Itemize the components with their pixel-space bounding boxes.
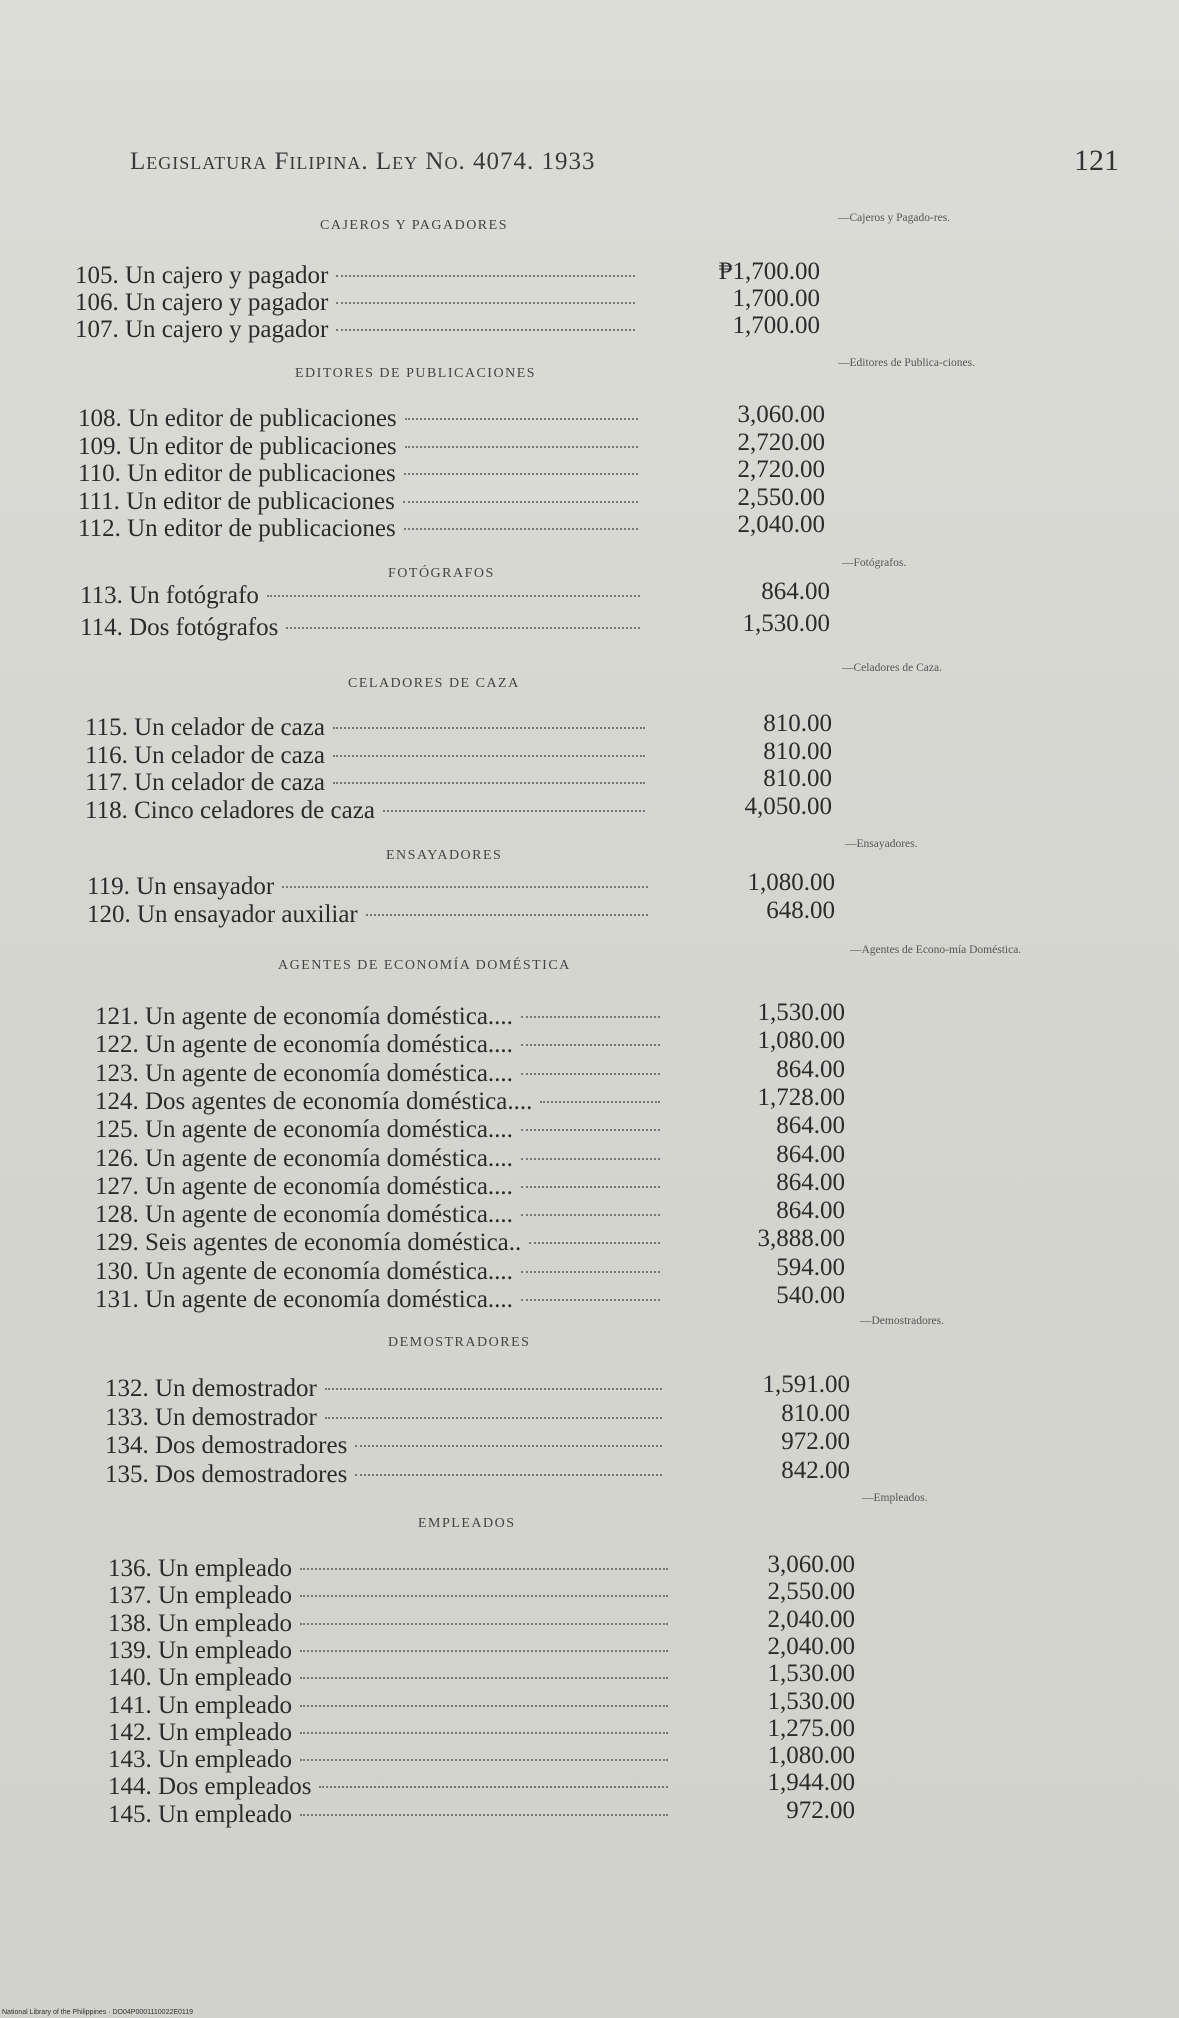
item-amount: 2,720.00 <box>737 456 825 483</box>
leader-dots <box>300 1568 668 1570</box>
margin-note: —Empleados. <box>862 1492 928 1504</box>
item-number: 108. <box>78 405 128 432</box>
item-number: 138. <box>108 1609 158 1637</box>
item-description: Un empleado <box>158 1800 292 1828</box>
item-number: 121. <box>95 1003 145 1030</box>
item-number: 115. <box>85 714 135 741</box>
item-amount: 540.00 <box>776 1282 845 1309</box>
leader-dots <box>300 1650 668 1652</box>
item-description: Un empleado <box>158 1664 292 1692</box>
line-item <box>105 1404 662 1432</box>
item-description: Un empleado <box>158 1746 292 1774</box>
line-item <box>95 1258 660 1286</box>
section-heading: ENSAYADORES <box>386 848 503 863</box>
line-item <box>105 1375 662 1403</box>
leader-dots <box>333 727 645 729</box>
item-description: Seis agentes de economía doméstica.. <box>145 1229 522 1257</box>
item-amount: 1,080.00 <box>767 1742 855 1770</box>
line-item <box>108 1610 668 1638</box>
item-description: Un empleado <box>158 1582 292 1610</box>
item-amount: 3,060.00 <box>767 1551 855 1578</box>
section-heading: FOTÓGRAFOS <box>388 566 495 581</box>
item-amount: 2,040.00 <box>737 511 825 538</box>
line-item <box>85 742 645 770</box>
item-amount: 864.00 <box>776 1140 845 1168</box>
line-item <box>75 262 635 290</box>
leader-dots <box>333 782 645 784</box>
item-number: 120. <box>87 901 137 928</box>
item-number: 114. <box>80 614 130 641</box>
item-amount: 1,530.00 <box>767 1660 855 1688</box>
item-description: Un editor de publicaciones <box>128 405 397 432</box>
leader-dots <box>336 329 635 331</box>
line-item <box>105 1432 662 1460</box>
leader-dots <box>325 1388 662 1390</box>
item-amount: 842.00 <box>781 1456 850 1484</box>
item-description: Un cajero y pagador <box>125 316 329 343</box>
item-number: 126. <box>95 1144 145 1172</box>
item-amount: 2,040.00 <box>767 1632 855 1660</box>
leader-dots <box>521 1016 660 1018</box>
item-amount: 810.00 <box>763 765 832 792</box>
line-item <box>78 405 638 433</box>
leader-dots <box>529 1242 660 1244</box>
leader-dots <box>319 1786 668 1788</box>
item-number: 106. <box>75 289 125 316</box>
margin-note: —Fotógrafos. <box>842 557 907 569</box>
line-item <box>95 1286 660 1314</box>
line-item <box>108 1555 668 1583</box>
line-item <box>108 1582 668 1610</box>
item-number: 105. <box>75 262 125 289</box>
item-description: Dos demostradores <box>155 1460 348 1488</box>
line-item <box>75 316 635 344</box>
leader-dots <box>521 1214 660 1216</box>
item-amount: 1,591.00 <box>762 1371 850 1398</box>
margin-note: —Ensayadores. <box>845 838 918 850</box>
leader-dots <box>383 810 645 812</box>
item-number: 123. <box>95 1059 145 1087</box>
item-number: 111. <box>78 487 127 515</box>
item-amount: 3,888.00 <box>757 1225 845 1253</box>
line-item <box>108 1773 668 1801</box>
section-heading: EDITORES DE PUBLICACIONES <box>295 366 537 381</box>
item-description: Un celador de caza <box>134 741 325 769</box>
leader-dots <box>405 446 638 448</box>
line-item <box>95 1003 660 1031</box>
item-number: 125. <box>95 1116 145 1144</box>
line-item <box>95 1145 660 1173</box>
item-number: 140. <box>108 1664 158 1692</box>
item-description: Un celador de caza <box>134 769 325 796</box>
item-amount: 594.00 <box>776 1253 845 1281</box>
running-title: Legislatura Filipina. Ley No. 4074. 1933 <box>130 148 596 175</box>
item-number: 135. <box>105 1460 155 1488</box>
leader-dots <box>355 1445 662 1447</box>
section-heading: EMPLEADOS <box>418 1516 516 1531</box>
line-item <box>95 1229 660 1257</box>
leader-dots <box>336 275 635 277</box>
item-amount: 3,060.00 <box>737 401 825 428</box>
item-number: 127. <box>95 1172 145 1200</box>
item-description: Un agente de economía doméstica.... <box>145 1201 513 1229</box>
item-number: 144. <box>108 1773 158 1801</box>
leader-dots <box>300 1759 668 1761</box>
leader-dots <box>333 755 645 757</box>
item-amount: 810.00 <box>763 737 832 765</box>
margin-note: —Celadores de Caza. <box>842 662 942 674</box>
margin-note: —Demostradores. <box>860 1315 944 1327</box>
item-amount: 1,530.00 <box>742 610 830 637</box>
item-number: 131. <box>95 1286 145 1313</box>
item-number: 119. <box>87 873 137 900</box>
leader-dots <box>404 528 638 530</box>
line-item <box>108 1719 668 1747</box>
item-description: Un editor de publicaciones <box>128 432 397 460</box>
item-amount: 1,080.00 <box>747 869 835 896</box>
item-amount: ₱1,700.00 <box>718 258 820 285</box>
leader-dots <box>336 302 635 304</box>
item-amount: 1,700.00 <box>732 312 820 339</box>
line-item <box>108 1801 668 1829</box>
item-number: 128. <box>95 1201 145 1229</box>
line-item <box>95 1088 660 1116</box>
item-amount: 864.00 <box>761 578 830 605</box>
item-amount: 1,700.00 <box>732 285 820 312</box>
line-item <box>95 1201 660 1229</box>
item-number: 130. <box>95 1257 145 1285</box>
item-amount: 1,728.00 <box>757 1083 845 1111</box>
leader-dots <box>300 1814 668 1816</box>
item-number: 118. <box>85 796 135 824</box>
leader-dots <box>366 914 648 916</box>
leader-dots <box>300 1595 668 1597</box>
page-header <box>130 144 1119 188</box>
line-item <box>95 1031 660 1059</box>
section-heading: CAJEROS Y PAGADORES <box>320 218 508 233</box>
page-number: 121 <box>1074 144 1119 177</box>
leader-dots <box>286 627 640 629</box>
item-number: 134. <box>105 1432 155 1459</box>
item-description: Un agente de economía doméstica.... <box>145 1031 513 1059</box>
leader-dots <box>282 886 648 888</box>
item-description: Dos fotógrafos <box>129 614 279 641</box>
item-description: Un agente de economía doméstica.... <box>145 1144 513 1172</box>
item-amount: 864.00 <box>776 1112 845 1140</box>
item-description: Un editor de publicaciones <box>127 460 396 487</box>
leader-dots <box>300 1732 668 1734</box>
item-description: Un demostrador <box>155 1375 317 1402</box>
item-description: Un agente de economía doméstica.... <box>145 1286 513 1313</box>
leader-dots <box>300 1705 668 1707</box>
item-amount: 864.00 <box>776 1197 845 1225</box>
line-item <box>95 1060 660 1088</box>
line-item <box>87 901 648 929</box>
line-item <box>87 873 648 901</box>
item-amount: 2,550.00 <box>767 1578 855 1606</box>
item-description: Un cajero y pagador <box>125 289 329 316</box>
item-number: 141. <box>108 1691 158 1719</box>
item-description: Dos demostradores <box>155 1432 348 1459</box>
line-item <box>85 769 645 797</box>
item-amount: 864.00 <box>776 1168 845 1196</box>
item-number: 139. <box>108 1636 158 1664</box>
line-item <box>85 714 645 742</box>
margin-note: —Cajeros y Pagado-res. <box>838 212 951 224</box>
item-amount: 972.00 <box>786 1796 855 1824</box>
section-heading: CELADORES DE CAZA <box>348 676 520 691</box>
leader-dots <box>521 1129 660 1131</box>
item-number: 136. <box>108 1555 158 1582</box>
leader-dots <box>355 1474 662 1476</box>
item-amount: 864.00 <box>776 1055 845 1083</box>
margin-note: —Agentes de Econo-mía Doméstica. <box>850 944 1022 956</box>
leader-dots <box>521 1073 660 1075</box>
line-item <box>85 797 645 825</box>
item-number: 113. <box>80 582 130 609</box>
item-number: 117. <box>85 769 135 796</box>
line-item <box>80 614 640 642</box>
item-number: 110. <box>78 460 128 487</box>
item-description: Cinco celadores de caza <box>134 796 375 824</box>
item-amount: 2,040.00 <box>767 1605 855 1633</box>
leader-dots <box>300 1623 668 1625</box>
item-amount: 972.00 <box>781 1428 850 1455</box>
item-amount: 2,550.00 <box>737 483 825 511</box>
item-description: Un fotógrafo <box>129 582 259 609</box>
section-heading: DEMOSTRADORES <box>388 1335 531 1350</box>
item-description: Un agente de economía doméstica.... <box>145 1059 513 1087</box>
item-description: Un editor de publicaciones <box>127 515 396 542</box>
item-number: 116. <box>85 741 135 769</box>
item-description: Un agente de economía doméstica.... <box>145 1003 513 1030</box>
item-number: 124. <box>95 1087 145 1115</box>
leader-dots <box>405 418 638 420</box>
leader-dots <box>521 1044 660 1046</box>
line-item <box>108 1664 668 1692</box>
line-item <box>108 1637 668 1665</box>
line-item <box>95 1173 660 1201</box>
item-amount: 1,275.00 <box>767 1714 855 1742</box>
leader-dots <box>540 1101 660 1103</box>
leader-dots <box>404 473 638 475</box>
line-item <box>95 1116 660 1144</box>
item-number: 142. <box>108 1718 158 1746</box>
leader-dots <box>267 595 640 597</box>
item-number: 122. <box>95 1031 145 1059</box>
line-item <box>78 515 638 543</box>
item-description: Un ensayador <box>136 873 275 900</box>
item-description: Un empleado <box>158 1691 292 1719</box>
item-description: Un celador de caza <box>134 714 325 741</box>
line-item <box>108 1746 668 1774</box>
item-amount: 2,720.00 <box>737 428 825 456</box>
item-number: 145. <box>108 1800 158 1828</box>
leader-dots <box>300 1677 668 1679</box>
item-description: Un agente de economía doméstica.... <box>145 1172 513 1200</box>
item-description: Un cajero y pagador <box>125 262 329 289</box>
margin-note: —Editores de Publica-ciones. <box>838 357 976 369</box>
item-description: Un demostrador <box>155 1403 317 1431</box>
leader-dots <box>325 1417 662 1419</box>
item-description: Un agente de economía doméstica.... <box>145 1257 513 1285</box>
item-amount: 1,080.00 <box>757 1027 845 1055</box>
item-amount: 810.00 <box>763 710 832 737</box>
section-heading: AGENTES DE ECONOMÍA DOMÉSTICA <box>278 958 571 973</box>
item-number: 133. <box>105 1403 155 1431</box>
item-number: 112. <box>78 515 128 542</box>
item-amount: 4,050.00 <box>744 792 832 820</box>
item-amount: 1,530.00 <box>757 999 845 1026</box>
leader-dots <box>521 1158 660 1160</box>
item-number: 107. <box>75 316 125 343</box>
item-description: Un editor de publicaciones <box>126 487 395 515</box>
item-number: 137. <box>108 1582 158 1610</box>
leader-dots <box>521 1271 660 1273</box>
item-number: 129. <box>95 1229 145 1257</box>
line-item <box>78 433 638 461</box>
line-item <box>78 460 638 488</box>
item-number: 109. <box>78 432 128 460</box>
line-item <box>75 289 635 317</box>
item-description: Un agente de economía doméstica.... <box>145 1116 513 1144</box>
item-description: Dos empleados <box>158 1773 312 1801</box>
leader-dots <box>521 1186 660 1188</box>
item-description: Un ensayador auxiliar <box>137 901 358 928</box>
item-amount: 810.00 <box>781 1399 850 1427</box>
leader-dots <box>403 501 638 503</box>
line-item <box>105 1461 662 1489</box>
item-amount: 1,530.00 <box>767 1687 855 1715</box>
item-amount: 648.00 <box>766 897 835 924</box>
item-amount: 1,944.00 <box>767 1769 855 1797</box>
item-description: Un empleado <box>158 1718 292 1746</box>
leader-dots <box>521 1299 660 1301</box>
item-number: 132. <box>105 1375 155 1402</box>
line-item <box>78 488 638 516</box>
item-number: 143. <box>108 1746 158 1774</box>
footer-watermark: National Library of the Philippines · DO04P0001110022E0119 <box>2 2009 194 2016</box>
item-description: Un empleado <box>158 1555 292 1582</box>
item-description: Un empleado <box>158 1609 292 1637</box>
item-description: Dos agentes de economía doméstica.... <box>145 1087 533 1115</box>
line-item <box>80 582 640 610</box>
item-description: Un empleado <box>158 1636 292 1664</box>
line-item <box>108 1692 668 1720</box>
